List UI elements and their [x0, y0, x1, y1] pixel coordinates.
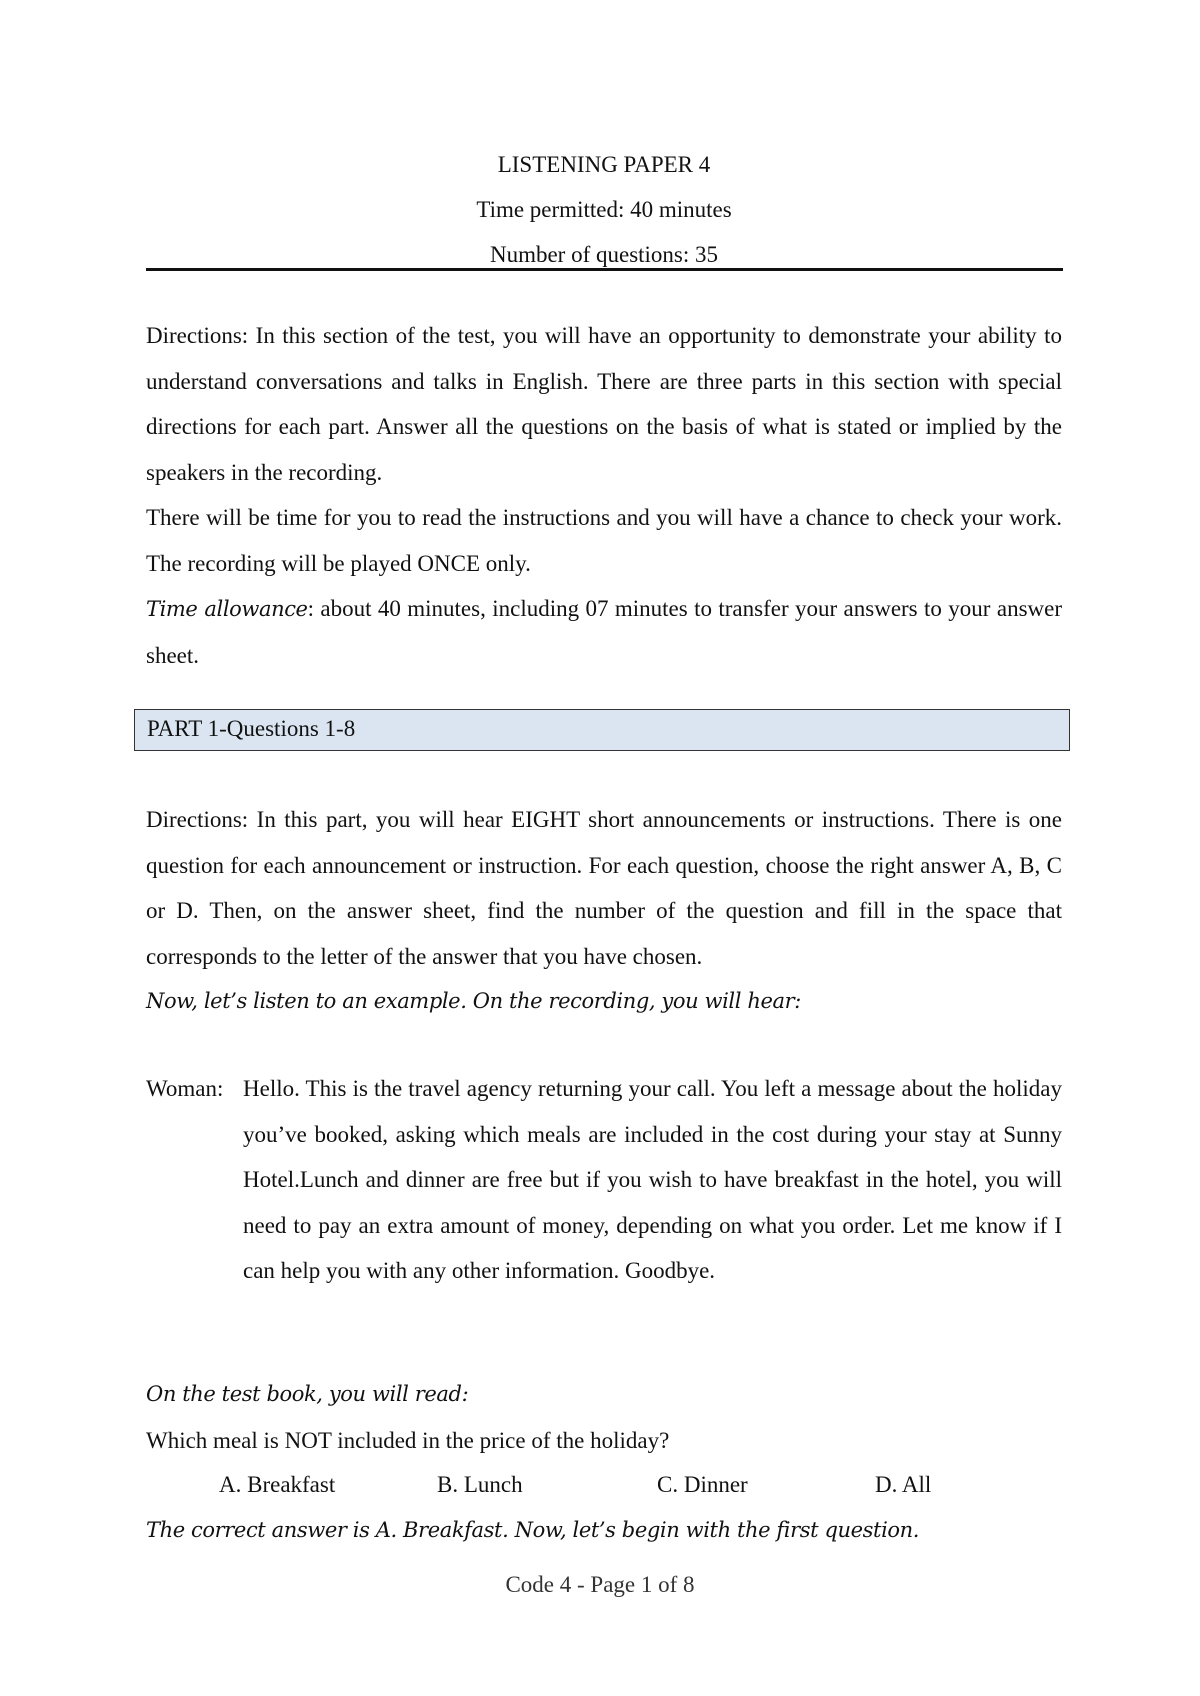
paper-title: LISTENING PAPER 4 [497, 152, 711, 177]
time-permitted: Time permitted: 40 minutes [476, 197, 732, 222]
option-d: D. All [875, 1472, 932, 1497]
paper-header [146, 142, 1062, 277]
page-footer: Code 4 - Page 1 of 8 [505, 1572, 695, 1597]
part-1-directions-block [146, 797, 1062, 1025]
example-intro: Now, let’s listen to an example. On the recording, you will hear: [146, 989, 801, 1013]
header-divider [146, 268, 1063, 271]
number-of-questions: Number of questions: 35 [489, 242, 719, 267]
speaker-label: Woman: [146, 1076, 224, 1101]
time-allowance-text: : about 40 minutes, including 07 minutes to transfer your answers to your answer sheet. [146, 596, 1062, 668]
option-b: B. Lunch [437, 1472, 523, 1497]
general-directions [146, 313, 1062, 678]
part-1-directions: Directions: In this part, you will hear EIGHT short announcements or instructions. There is one question for each announcement or instruction. For each question, choose the right answer A, B, C or D. Then, on the answer sheet, find the number of the question and fill in the space that corresponds to the letter of the answer that you have chosen. [146, 807, 1062, 969]
option-c: C. Dinner [657, 1472, 748, 1497]
test-book-intro: On the test book, you will read: [146, 1382, 469, 1406]
example-question: Which meal is NOT included in the price of the holiday? [146, 1427, 670, 1453]
option-a: A. Breakfast [219, 1472, 336, 1497]
general-directions-paragraph-2: There will be time for you to read the instructions and you will have a chance to check your work. The recording will be played ONCE only. [146, 505, 1062, 576]
part-1-heading: PART 1-Questions 1-8 [147, 716, 356, 741]
general-directions-paragraph-1: Directions: In this section of the test, you will have an opportunity to demonstrate your ability to understand conversations and talks in English. There are three parts in this section with special directions for each part. Answer all the questions on the basis of what is stated or implied by the speakers in the recording. [146, 323, 1062, 485]
part-1-heading-box [134, 709, 1070, 751]
time-allowance-label: Time allowance [146, 597, 308, 621]
time-allowance [146, 586, 1062, 678]
speaker-speech: Hello. This is the travel agency returning your call. You left a message about the holiday you’ve booked, asking which meals are included in the cost during your stay at Sunny Hotel.Lunch and dinner are free but if you wish to have breakfast in the hotel, you will need to pay an extra amount of money, depending on what you order. Let me know if I can help you with any other information. Goodbye. [243, 1076, 1062, 1283]
test-book-block [146, 1372, 1062, 1463]
answer-note: The correct answer is A. Breakfast. Now, let’s begin with the first question. [146, 1518, 920, 1542]
